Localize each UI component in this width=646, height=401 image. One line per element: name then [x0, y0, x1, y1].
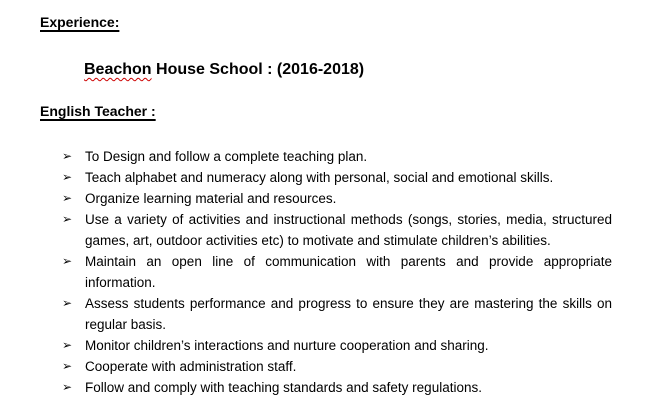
- duty-text: Follow and comply with teaching standards and safety regulations.: [85, 380, 482, 395]
- school-name-misspelled-word: Beachon: [84, 61, 152, 78]
- duty-text: Assess students performance and progress to ensure they are mastering the skills on regular basis.: [85, 296, 612, 332]
- duties-list: [62, 146, 612, 398]
- school-heading: [84, 60, 612, 80]
- duty-text: Use a variety of activities and instructional methods (songs, stories, media, structured games, art, outdoor activities etc) to motivate and stimulate children’s abilities.: [85, 212, 612, 248]
- duty-text: Monitor children’s interactions and nurture cooperation and sharing.: [85, 338, 489, 353]
- duty-item: [62, 146, 612, 167]
- duty-item: [62, 335, 612, 356]
- school-heading-rest: House School : (2016-2018): [151, 61, 365, 78]
- arrow-bullet-icon: ➢: [62, 191, 73, 205]
- duty-item: [62, 251, 612, 293]
- arrow-bullet-icon: ➢: [62, 254, 73, 268]
- experience-heading-row: [40, 14, 612, 32]
- duty-item: [62, 293, 612, 335]
- arrow-bullet-icon: ➢: [62, 359, 73, 373]
- duty-text: Teach alphabet and numeracy along with personal, social and emotional skills.: [85, 170, 554, 185]
- arrow-bullet-icon: ➢: [62, 338, 73, 352]
- arrow-bullet-icon: ➢: [62, 212, 73, 226]
- arrow-bullet-icon: ➢: [62, 296, 73, 310]
- arrow-bullet-icon: ➢: [62, 380, 73, 394]
- duty-text: Maintain an open line of communication with parents and provide appropriate information.: [85, 254, 612, 290]
- duty-item: [62, 377, 612, 398]
- duty-text: To Design and follow a complete teaching plan.: [85, 149, 368, 164]
- duty-item: [62, 167, 612, 188]
- role-heading-row: [40, 103, 612, 121]
- duty-text: Organize learning material and resources.: [85, 191, 337, 206]
- experience-heading: Experience:: [40, 14, 120, 30]
- role-heading: English Teacher :: [40, 103, 156, 119]
- duty-item: [62, 209, 612, 251]
- duty-text: Cooperate with administration staff.: [85, 359, 297, 374]
- arrow-bullet-icon: ➢: [62, 170, 73, 184]
- duty-item: [62, 188, 612, 209]
- duty-item: [62, 356, 612, 377]
- arrow-bullet-icon: ➢: [62, 149, 73, 163]
